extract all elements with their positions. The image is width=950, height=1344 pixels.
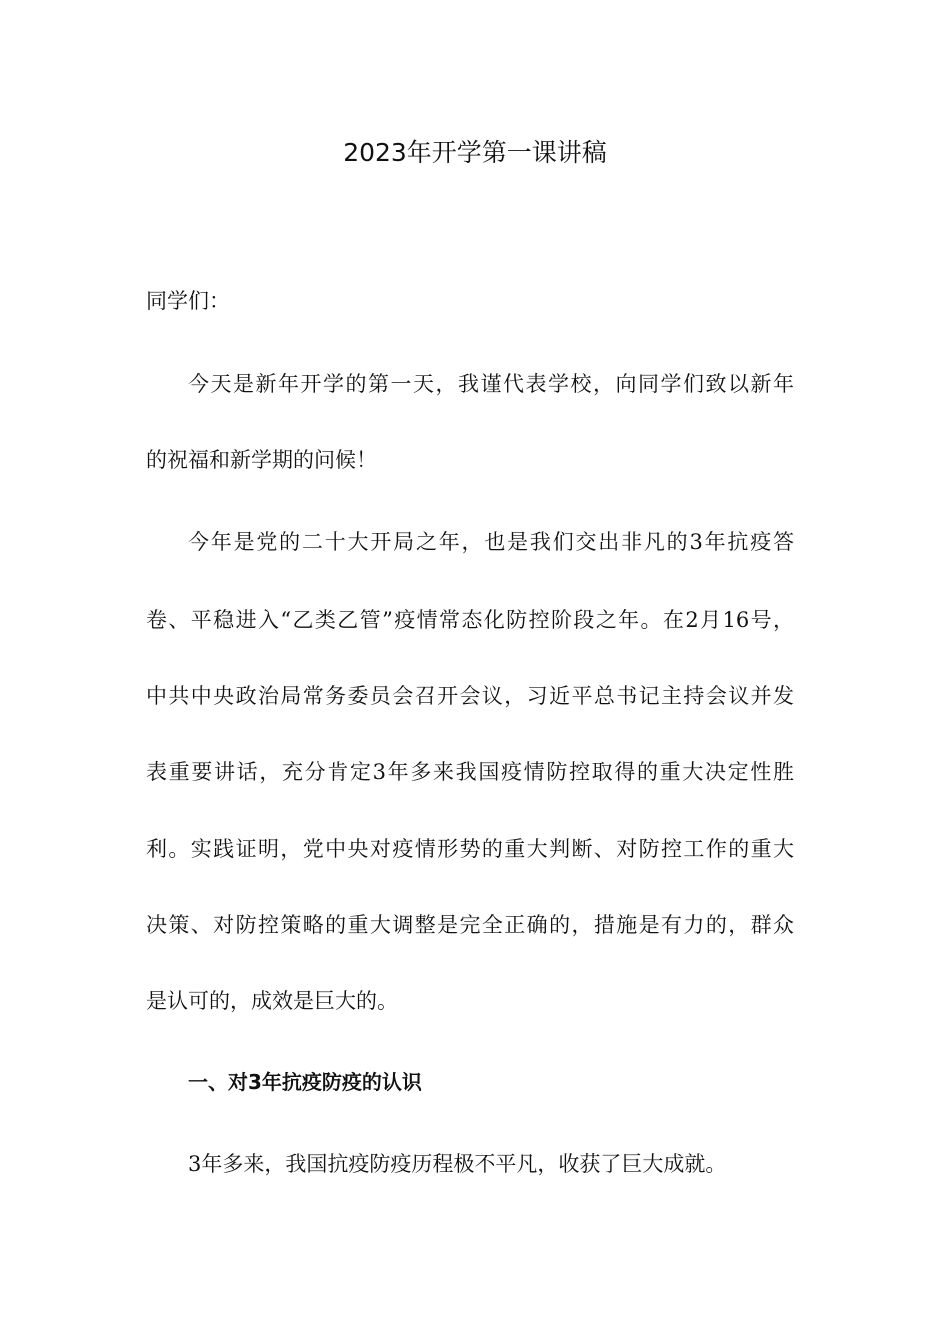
paragraph-line: 3年多来，我国抗疫防疫历程极不平凡，收获了巨大成就。 (188, 1152, 727, 1176)
document-title: 2023年开学第一课讲稿 (343, 138, 607, 167)
paragraph-line: 决策、对防控策略的重大调整是完全正确的，措施是有力的，群众 (146, 913, 794, 937)
paragraph-line: 是认可的，成效是巨大的。 (146, 989, 398, 1013)
paragraph-line: 今年是党的二十大开局之年，也是我们交出非凡的3年抗疫答 (188, 530, 794, 554)
paragraph-line: 表重要讲话，充分肯定3年多来我国疫情防控取得的重大决定性胜 (146, 760, 794, 784)
paragraph-line: 今天是新年开学的第一天，我谨代表学校，向同学们致以新年 (188, 372, 794, 396)
salutation: 同学们： (146, 289, 230, 313)
paragraph-line: 的祝福和新学期的问候！ (146, 448, 377, 472)
paragraph-line: 中共中央政治局常务委员会召开会议，习近平总书记主持会议并发 (146, 684, 794, 708)
paragraph-line: 卷、平稳进入“乙类乙管”疫情常态化防控阶段之年。在2月16号， (146, 608, 794, 632)
section-heading: 一、对3年抗疫防疫的认识 (188, 1070, 422, 1094)
paragraph-line: 利。实践证明，党中央对疫情形势的重大判断、对防控工作的重大 (146, 837, 794, 861)
